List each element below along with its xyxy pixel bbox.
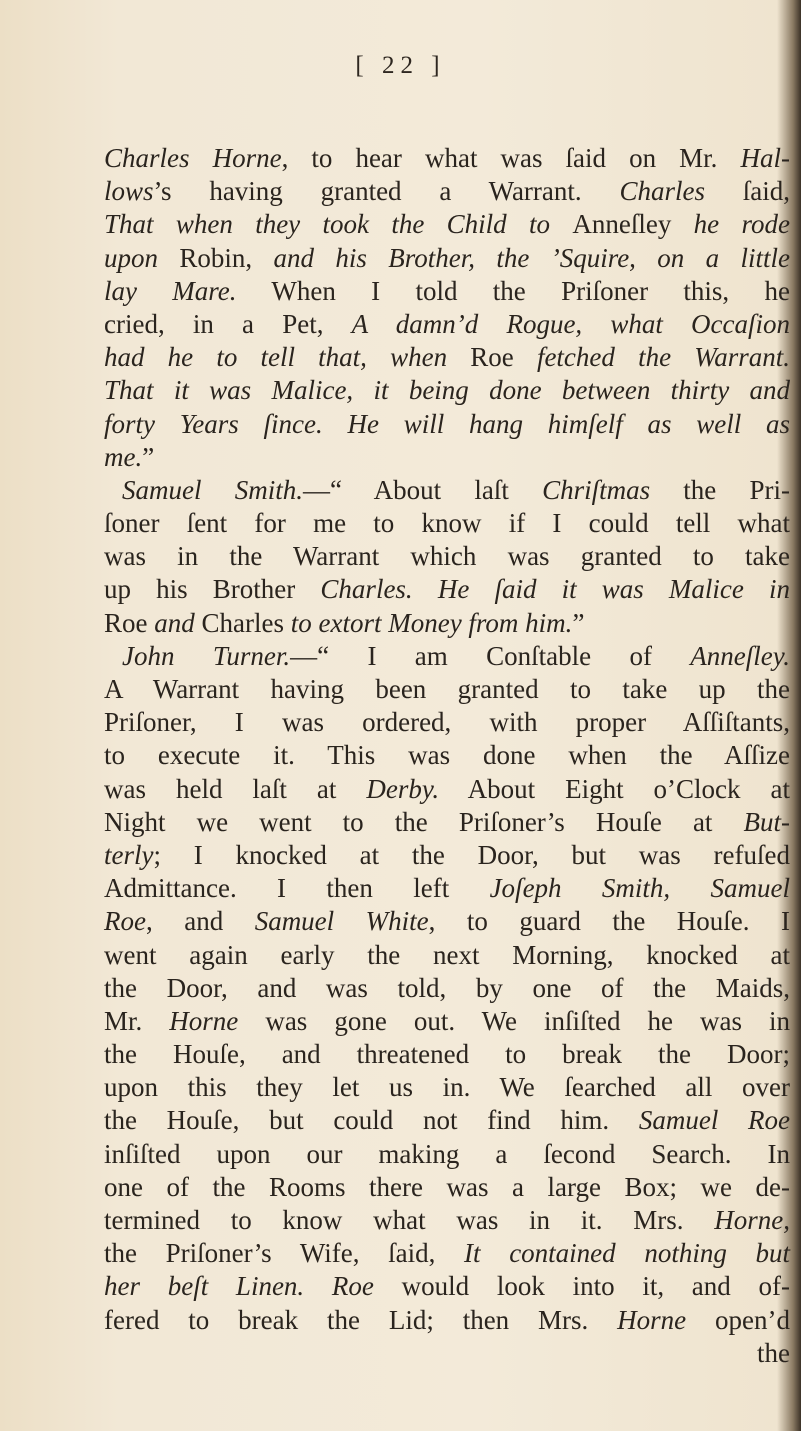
roman-text: Anneſley [572,209,672,240]
roman-text: would look into it, and of- [373,1271,790,1302]
italic-text: But- [743,806,790,837]
roman-text: Mr. [104,1005,170,1036]
roman-text: the Houſe, but could not find him. [104,1105,639,1136]
italic-text: Samuel Roe [638,1105,791,1136]
text-line [104,374,790,407]
text-line [104,540,790,573]
text-line [104,673,790,706]
roman-text: ” [142,441,155,472]
text-line [104,507,790,540]
roman-text: was gone out. We inſiſted he was in [238,1005,791,1036]
roman-text: —“ About laſt [302,474,543,505]
roman-text: fered to break the Lid; then Mrs. [104,1304,618,1335]
italic-text: her beſt Linen. [104,1271,305,1302]
italic-text: upon [104,242,180,273]
catchword-line [104,1337,790,1370]
roman-text: Admittance. I then left [104,873,490,904]
italic-text: Samuel Smith. [122,474,303,505]
text-line [104,1038,790,1071]
italic-text: Chriſtmas [542,474,651,505]
text-line [104,1104,790,1137]
roman-text: inſiſted upon our making a ſecond Search. In [104,1138,790,1169]
italic-text: A damn’d Rogue, what Occaſion [351,308,790,339]
roman-text: open’d [686,1304,790,1335]
text-line [104,441,790,474]
italic-text: and [147,607,202,638]
italic-text: Horne [617,1304,687,1335]
text-line [104,1071,790,1104]
roman-text: —“ I am Conſtable of [290,640,691,671]
text-line [104,905,790,938]
italic-text: and his Brother, the ’Squire, on a little [252,242,791,273]
italic-text: Samuel White [254,906,429,937]
italic-text: That it was Malice, it being done between thirty and [104,375,790,406]
roman-text: went again early the next Morning, knocked at [104,939,790,970]
italic-text: had he to tell that, when [104,342,471,373]
roman-text: , to hear what was ſaid on Mr. [281,143,741,173]
roman-text: ſoner ſent for me to know if I could tell what [104,508,790,539]
text-line [104,1237,790,1270]
roman-text [304,1271,332,1301]
text-line [104,1005,790,1038]
text-line [104,275,790,308]
text-line [104,806,790,839]
roman-text: Roe [470,342,514,373]
roman-text: ’s having granted a Warrant. [153,176,620,207]
text-line [104,341,790,374]
italic-text: Hal- [740,143,790,173]
italic-text: Horne [169,1005,239,1036]
italic-text: me. [104,441,143,472]
text-line [104,408,790,441]
text-line [104,1270,790,1303]
roman-text: upon this they let us in. We ſearched all over [104,1072,790,1103]
roman-text: was in the Warrant which was granted to take [104,541,790,572]
roman-text: termined to know what was in it. Mrs. [104,1205,715,1235]
roman-text: the Houſe, and threatened to break the Door; [104,1039,790,1070]
italic-text: It contained nothing but [464,1238,790,1269]
text-line [104,142,790,175]
roman-text: the Door, and was told, by one of the Maids, [104,972,790,1003]
text-line [104,839,790,872]
italic-text: to extort Money from him. [283,607,573,638]
roman-text: Robin, [179,242,253,273]
roman-text: ” [572,607,585,638]
roman-text: was held laſt at [104,773,367,804]
text-line [104,939,790,972]
page-body-text [104,142,790,1370]
text-line [104,1138,790,1171]
text-line [104,773,790,806]
italic-text: Charles. He ſaid it was Malice in [320,574,790,605]
text-line [104,1304,790,1337]
italic-text: Derby. [366,773,440,804]
italic-text: Anneſley. [690,640,790,671]
text-line [104,175,790,208]
text-line [104,474,790,507]
italic-text: lows [104,176,154,207]
italic-text: John Turner. [122,640,291,671]
text-line [104,640,790,673]
text-line [104,573,790,606]
roman-text: to execute it. This was done when the Aſſize [104,740,790,771]
roman-text: ſaid, [704,176,790,207]
text-line [104,872,790,905]
italic-text: Roe [104,906,146,937]
roman-text: cried, in a Pet, [104,308,352,339]
roman-text: About Eight o’Clock at [439,773,790,804]
text-line [104,1171,790,1204]
italic-text: fetched the Warrant. [513,342,790,373]
page-number: [ 22 ] [355,52,446,79]
text-line [104,208,790,241]
roman-text: , to guard the Houſe. I [428,906,790,937]
roman-text: ; I knocked at the Door, but was refuſed [153,839,790,870]
roman-text: Charles [201,607,284,638]
text-line [104,739,790,772]
roman-text: , and [145,906,255,937]
text-line [104,308,790,341]
roman-text: the Pri- [650,474,790,505]
roman-text: A Warrant having been granted to take up the [104,674,790,704]
text-line [104,972,790,1005]
italic-text: terly [104,839,154,870]
italic-text: forty Years ſince. He will hang himſelf as well as [104,408,790,439]
italic-text: That when they took the Child to [104,209,573,240]
roman-text: the Priſoner’s Wife, ſaid, [104,1238,465,1269]
italic-text: Charles Horne [104,143,282,173]
text-line [104,607,790,640]
italic-text: lay Mare. [104,275,237,306]
roman-text: up his Brother [104,574,321,605]
roman-text: Roe [104,607,148,638]
text-line [104,242,790,275]
italic-text: Horne, [714,1205,790,1235]
roman-text: the [757,1337,790,1368]
roman-text: one of the Rooms there was a large Box; we de- [104,1171,790,1202]
italic-text: he rode [671,209,790,240]
roman-text: Priſoner, I was ordered, with proper Aſſiſtants, [104,707,790,738]
text-line [104,1204,790,1237]
roman-text: Night we went to the Priſoner’s Houſe at [104,806,744,837]
roman-text: When I told the Priſoner this, he [236,275,790,306]
italic-text: Joſeph Smith, Samuel [489,873,790,904]
italic-text: Roe [331,1271,374,1302]
italic-text: Charles [619,176,705,207]
text-line [104,706,790,739]
